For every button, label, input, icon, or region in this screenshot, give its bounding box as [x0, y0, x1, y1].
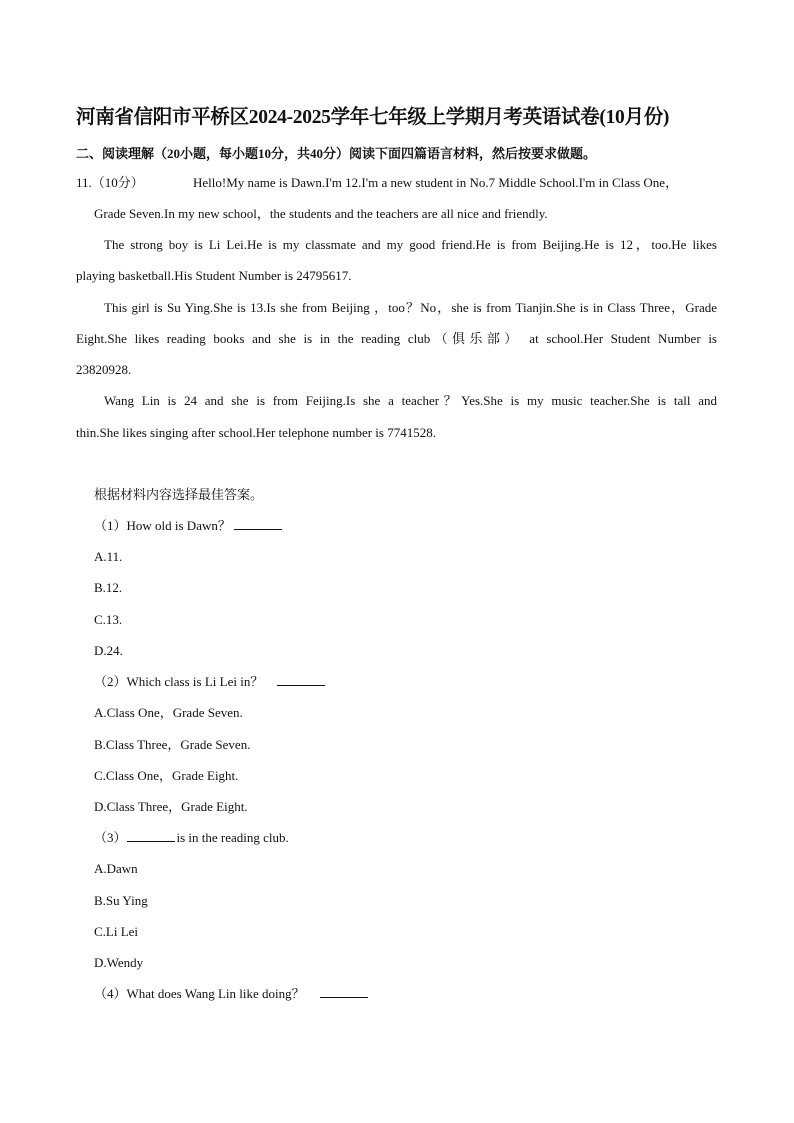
- passage-p3-line3: 23820928.: [76, 362, 132, 377]
- passage-p3-line2: Eight.She likes reading books and she is in the reading club（俱乐部） at school.Her Student Number is: [76, 331, 717, 346]
- answer-blank-2[interactable]: [277, 673, 325, 686]
- passage-p1-line2: Grade Seven.In my new school，the students and the teachers are all nice and friendly.: [94, 206, 548, 221]
- option-2c[interactable]: C.Class One，Grade Eight.: [94, 768, 239, 783]
- option-3d[interactable]: D.Wendy: [94, 955, 144, 970]
- option-3c[interactable]: C.Li Lei: [94, 924, 139, 939]
- answer-blank-3[interactable]: [127, 829, 175, 842]
- subquestion-3-suffix: is in the reading club.: [176, 830, 289, 845]
- passage-p2-line2: playing basketball.His Student Number is 24795617.: [76, 268, 352, 283]
- option-1b[interactable]: B.12.: [94, 580, 123, 595]
- passage-line-1: [76, 174, 678, 192]
- option-1d[interactable]: D.24.: [94, 643, 123, 658]
- subquestion-1-prompt: [94, 517, 282, 535]
- passage-p3-line1: This girl is Su Ying.She is 13.Is she from Beijing ，too？No，she is from Tianjin.She is in Class Three，Grade: [104, 300, 717, 315]
- passage-p4-line1: Wang Lin is 24 and she is from Feijing.Is she a teacher？Yes.She is my music teacher.She is tall and: [104, 393, 717, 408]
- option-2d[interactable]: D.Class Three，Grade Eight.: [94, 799, 248, 814]
- option-1a[interactable]: A.11.: [94, 549, 123, 564]
- answer-blank-1[interactable]: [234, 517, 282, 530]
- subquestion-2-prompt: [94, 673, 325, 691]
- subquestion-3-prompt: [94, 829, 289, 847]
- section-heading: 二、阅读理解（20小题，每小题10分，共40分）阅读下面四篇语言材料，然后按要求做题。: [76, 146, 597, 161]
- option-3b[interactable]: B.Su Ying: [94, 893, 148, 908]
- answer-blank-4[interactable]: [320, 985, 368, 998]
- subquestion-2-text: （2）Which class is Li Lei in？: [94, 674, 264, 689]
- option-3a[interactable]: A.Dawn: [94, 861, 138, 876]
- subquestion-4-text: （4）What does Wang Lin like doing？: [94, 986, 305, 1001]
- passage-p4-line2: thin.She likes singing after school.Her telephone number is 7741528.: [76, 425, 436, 440]
- instruction: 根据材料内容选择最佳答案。: [94, 487, 264, 502]
- question-number: 11.（10分）: [76, 175, 144, 190]
- option-2a[interactable]: A.Class One，Grade Seven.: [94, 705, 243, 720]
- page-title: 河南省信阳市平桥区2024-2025学年七年级上学期月考英语试卷(10月份): [76, 107, 670, 128]
- option-2b[interactable]: B.Class Three，Grade Seven.: [94, 737, 251, 752]
- subquestion-1-text: （1）How old is Dawn？: [94, 518, 231, 533]
- subquestion-4-prompt: [94, 985, 368, 1003]
- passage-p2-line1: The strong boy is Li Lei.He is my classmate and my good friend.He is from Beijing.He is 12，too.He likes: [104, 237, 717, 252]
- subquestion-3-prefix: （3）: [94, 830, 127, 845]
- option-1c[interactable]: C.13.: [94, 612, 123, 627]
- passage-p1-line1: Hello!My name is Dawn.I'm 12.I'm a new student in No.7 Middle School.I'm in Class One，: [193, 175, 679, 190]
